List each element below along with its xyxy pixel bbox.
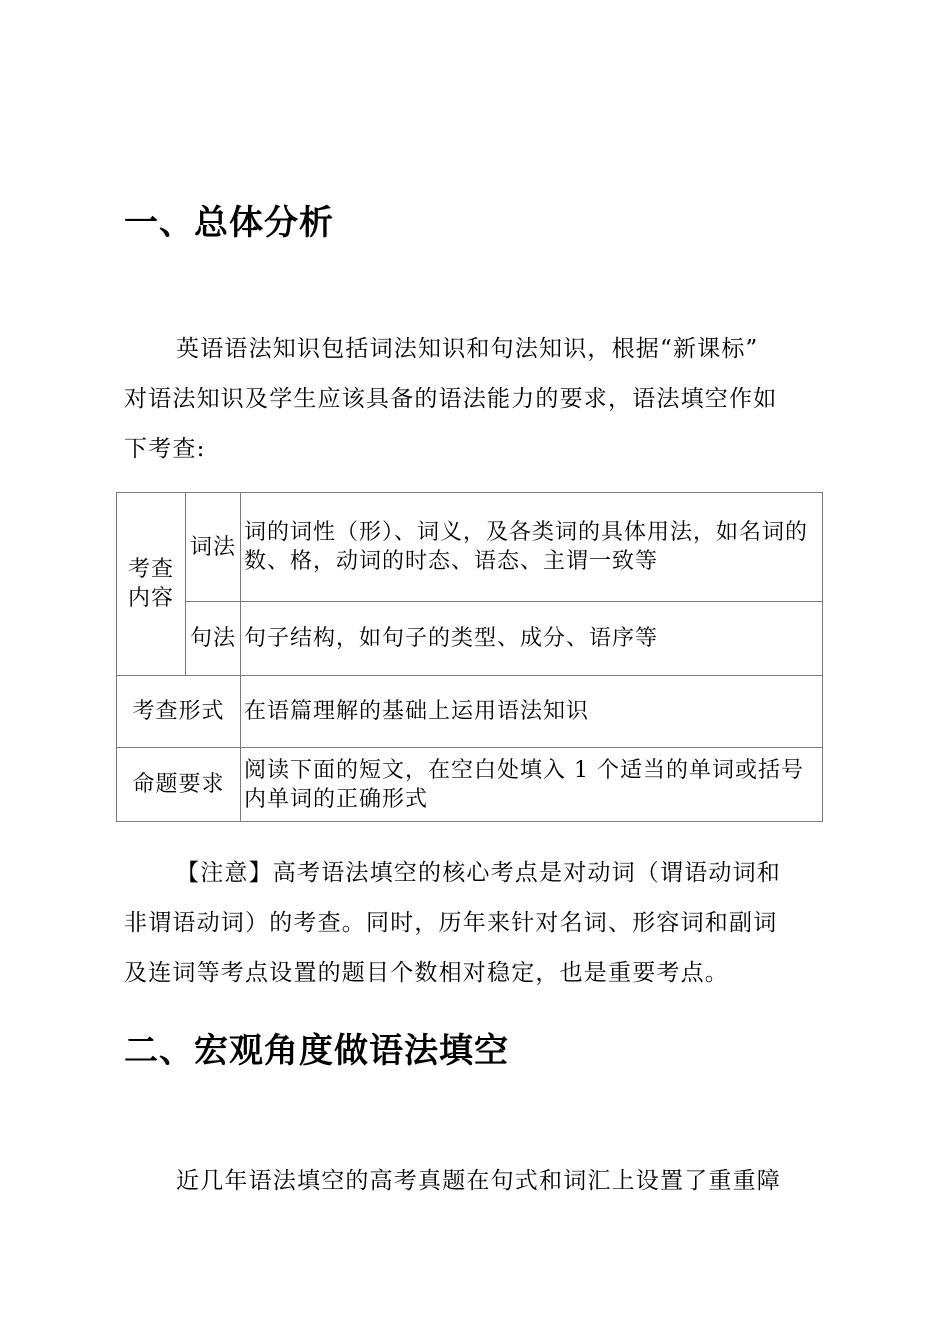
table-row — [117, 676, 823, 748]
intro-line-1: 英语语法知识包括词法知识和句法知识，根据“新课标” — [176, 336, 759, 362]
intro-line-3: 下考查: — [124, 436, 206, 462]
content-label-cell — [117, 493, 186, 676]
requirement-label: 命题要求 — [132, 772, 225, 797]
exam-content-table — [116, 492, 823, 822]
form-label-cell — [117, 676, 241, 748]
content-label: 考查内容 — [127, 557, 174, 611]
intro-line-2: 对语法知识及学生应该具备的语法能力的要求，语法填空作如 — [124, 386, 778, 412]
note-paragraph — [124, 854, 828, 994]
section-1-heading: 一、总体分析 — [124, 203, 334, 243]
requirement-text-cell — [241, 748, 823, 822]
lexical-label-cell — [186, 493, 241, 602]
form-text-cell — [241, 676, 823, 748]
form-label: 考查形式 — [132, 699, 225, 724]
form-text: 在语篇理解的基础上运用语法知识 — [244, 699, 590, 724]
syntax-text: 句子结构，如句子的类型、成分、语序等 — [244, 626, 659, 651]
table-row — [117, 602, 823, 676]
requirement-text: 阅读下面的短文，在空白处填入 1 个适当的单词或括号内单词的正确形式 — [244, 757, 804, 812]
syntax-label: 句法 — [189, 626, 236, 651]
lexical-label: 词法 — [189, 534, 236, 560]
syntax-text-cell — [241, 602, 823, 676]
lexical-text: 词的词性（形）、词义，及各类词的具体用法，如名词的数、格，动词的时态、语态、主谓一致等 — [244, 520, 809, 574]
syntax-label-cell — [186, 602, 241, 676]
table-row — [117, 493, 823, 602]
note-line-3: 及连词等考点设置的题目个数相对稳定，也是重要考点。 — [124, 960, 729, 986]
note-line-2: 非谓语动词）的考查。同时，历年来针对名词、形容词和副词 — [124, 910, 778, 936]
section-2-heading: 二、宏观角度做语法填空 — [124, 1031, 509, 1071]
table-row — [117, 748, 823, 822]
section-2-line-1: 近几年语法填空的高考真题在句式和词汇上设置了重重障 — [176, 1168, 781, 1194]
section-2-paragraph — [124, 1162, 828, 1202]
requirement-label-cell — [117, 748, 241, 822]
intro-paragraph — [124, 330, 828, 470]
lexical-text-cell — [241, 493, 823, 602]
note-line-1: 【注意】高考语法填空的核心考点是对动词（谓语动词和 — [176, 860, 781, 886]
